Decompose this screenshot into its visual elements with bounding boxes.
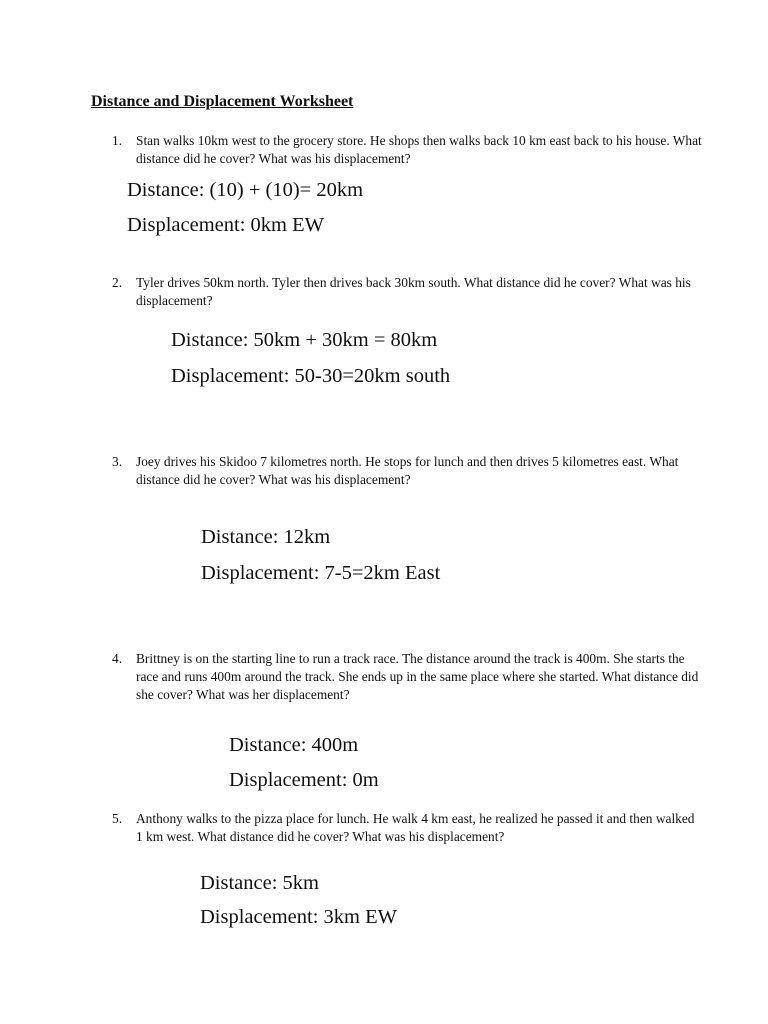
answer-distance-5: Distance: 5km [200,872,319,894]
question-5 [112,810,702,846]
question-2 [112,274,702,310]
question-4 [112,650,702,704]
answer-displacement-3: Displacement: 7-5=2km East [201,562,441,584]
question-number: 4. [112,651,123,666]
question-number: 5. [112,811,123,826]
answer-displacement-5: Displacement: 3km EW [200,906,397,928]
page-title: Distance and Displacement Worksheet [91,93,354,110]
answer-displacement-1: Displacement: 0km EW [127,214,324,236]
question-1 [112,132,702,168]
answer-displacement-4: Displacement: 0m [229,769,379,791]
answer-distance-2: Distance: 50km + 30km = 80km [171,329,438,351]
question-text: Joey drives his Skidoo 7 kilometres north. He stops for lunch and then drives 5 kilometres east. What distance did he cover? What was his displacement? [136,454,679,487]
question-text: Stan walks 10km west to the grocery store. He shops then walks back 10 km east back to his house. What distance did he cover? What was his displacement? [136,133,702,166]
question-number: 3. [112,454,123,469]
answer-distance-3: Distance: 12km [201,526,331,548]
answer-displacement-2: Displacement: 50-30=20km south [171,365,451,387]
question-text: Brittney is on the starting line to run a track race. The distance around the track is 400m. She starts the race and runs 400m around the track. She ends up in the same place where she started. What distance did she cover? What was her displacement? [136,651,699,702]
answer-distance-1: Distance: (10) + (10)= 20km [127,179,364,201]
question-3 [112,453,702,489]
answer-distance-4: Distance: 400m [229,734,359,756]
question-number: 2. [112,275,123,290]
question-text: Tyler drives 50km north. Tyler then drives back 30km south. What distance did he cover? What was his displacement? [136,275,691,308]
question-number: 1. [112,133,123,148]
question-text: Anthony walks to the pizza place for lunch. He walk 4 km east, he realized he passed it and then walked 1 km west. What distance did he cover? What was his displacement? [136,811,695,844]
